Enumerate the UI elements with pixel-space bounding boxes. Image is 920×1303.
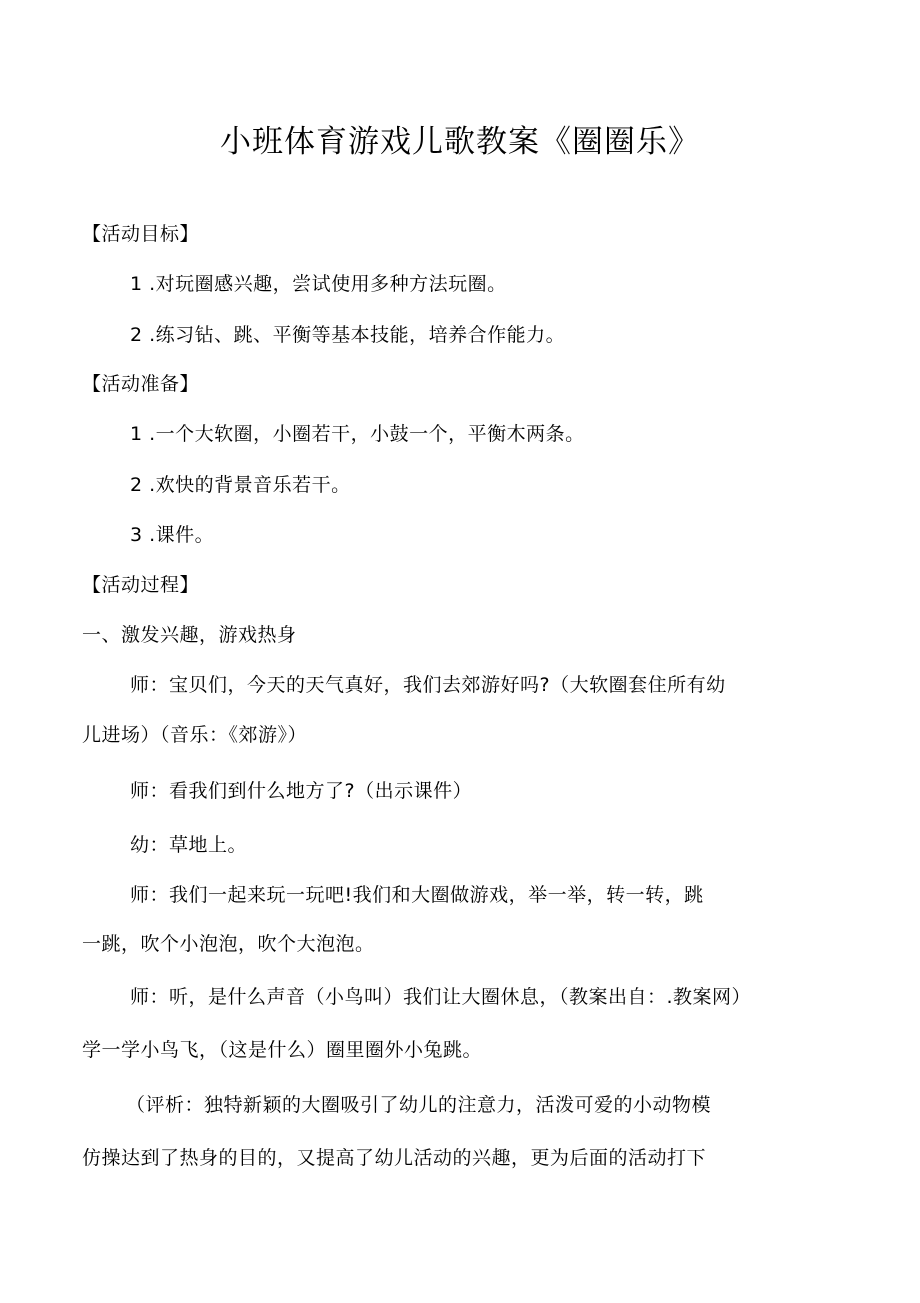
- paragraph-line: 师：我们一起来玩一玩吧!我们和大圈做游戏，举一举，转一转，跳: [130, 884, 704, 906]
- paragraph-line: 幼：草地上。: [130, 834, 248, 856]
- goals-item-2: 2 .练习钻、跳、平衡等基本技能，培养合作能力。: [130, 324, 566, 346]
- paragraph-line: （评析：独特新颖的大圈吸引了幼儿的注意力，活泼可爱的小动物模: [126, 1094, 712, 1116]
- paragraph-line: 儿进场）（音乐：《郊游》）: [82, 724, 308, 746]
- preparation-item-2: 2 .欢快的背景音乐若干。: [130, 474, 351, 496]
- preparation-item-1: 1 .一个大软圈，小圈若干，小鼓一个，平衡木两条。: [130, 423, 585, 445]
- paragraph-line: 学一学小鸟飞，（这是什么）圈里圈外小兔跳。: [82, 1039, 483, 1061]
- document-title: 小班体育游戏儿歌教案《圈圈乐》: [220, 124, 700, 160]
- paragraph-line: 师：宝贝们，今天的天气真好，我们去郊游好吗?（大软圈套住所有幼: [130, 674, 726, 696]
- preparation-item-3: 3 .课件。: [130, 524, 215, 546]
- paragraph-line: 一跳，吹个小泡泡，吹个大泡泡。: [82, 933, 375, 955]
- paragraph-line: 师：听，是什么声音（小鸟叫）我们让大圈休息，（教案出自：.教案网）: [130, 986, 752, 1008]
- paragraph-line: 师：看我们到什么地方了?（出示课件）: [130, 780, 473, 802]
- paragraph-line: 仿操达到了热身的目的，又提高了幼儿活动的兴趣，更为后面的活动打下: [82, 1147, 707, 1169]
- section-title: 一、激发兴趣，游戏热身: [82, 624, 297, 646]
- goals-item-1: 1 .对玩圈感兴趣，尝试使用多种方法玩圈。: [130, 273, 507, 295]
- preparation-heading: 【活动准备】: [82, 373, 200, 395]
- goals-heading: 【活动目标】: [82, 223, 200, 245]
- process-heading: 【活动过程】: [82, 574, 200, 596]
